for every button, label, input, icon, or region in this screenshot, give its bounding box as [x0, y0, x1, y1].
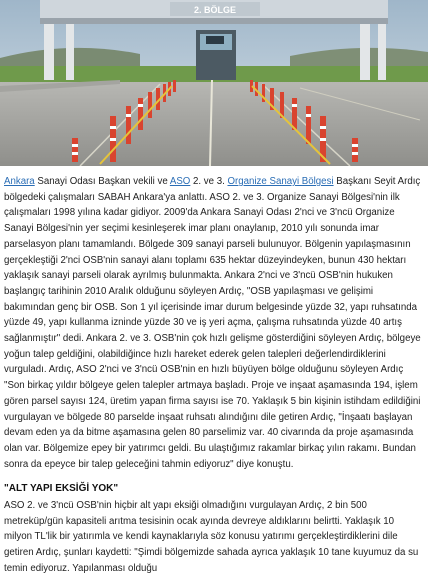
article-paragraph-1 [4, 174, 424, 472]
text-segment: 2. ve 3. [190, 176, 228, 187]
toll-gate-photo [0, 0, 428, 166]
link-ankara[interactable]: Ankara [4, 176, 35, 187]
gate-sign: 2. BÖLGE [193, 5, 237, 15]
header-photo [0, 0, 428, 166]
text-segment: Başkanı Seyit Ardıç bölgedeki çalışmaları SABAH Ankara'ya anlattı. ASO 2. ve 3. Organize Sanayi Bölgesi'nin ilk çalışmaları 1998 yılına kadar gidiyor. 2009'da Ankara Sanayi Odası 2'nci ve 3'ncü Organize Sanayi Bölgesi'nin yer seçimi kesinleşerek imar planı onaylanıp, 2010 yılı sonunda imar parselasyon planı tamamlandı. Bölgede 309 sanayi parseli bulunuyor. Bölgenin yapılaşmasının gerçekleştiği 2'nci OSB'nin sanayi alanı toplamı 635 hektar düzeyindeyken, bunun 430 hektarı yaklaşık sanayi parseli olarak ayrılmış bulunmakta. Ankara 2'nci ve 3'ncü OSB'nin hukuken başlangıç tarihinin 2010 Aralık olduğunu söyleyen Ardıç, "OSB yapılaşması ve gelişimi bakımından genç bir OSB. Son 1 yıl içerisinde imar durum belgesinde yüzde 32, yapı ruhsatında yüzde 49, yapı kullanma izninde yüzde 30 ve iş yeri açma, çalışma ruhsatında yüzde 40 artış sağlanmıştır" dedi. Ankara 2. ve 3. OSB'nin çok hızlı gelişme gösterdiğini söyleyen Ardıç, bölgeye yoğun talep geldiğini, olabildiğince hızlı hareket ederek gelen talepleri değerlendirdiklerini vurguladı. Ardıç, ASO 2'nci ve 3'ncü OSB'nin en hızlı büyüyen bölge olduğunu söyleyen Ardıç "Son birkaç yıldır bölgeye gelen talepler artmaya başladı. Proje ve inşaat aşamasında 194, işlem gören parsel sayısı 124, üretim yapan firma sayısı ise 70. Yaklaşık 5 bin kişinin istihdam edildiğini vurgulayan ve bölgede 80 parselde inşaat ruhsatı alındığını dile getiren Ardıç, "İnşaatı başlayan devam eden ya da bitme aşamasına gelen 80 parselimiz var. 40 civarında da proje aşamasında olan var. Bölgemize epey bir yatırımcı geldi. Bu ulaştığımız rakamlar birkaç yılın rakamı. Bundan sonra da epeyce bir talep geleceğini tahmin ediyoruz" diye konuştu. [4, 176, 421, 470]
link-aso[interactable]: ASO [169, 176, 191, 187]
text-segment: Sanayi Odası Başkan vekili ve [34, 176, 170, 187]
article-paragraph-2: ASO 2. ve 3'ncü OSB'nin hiçbir alt yapı eksiği olmadığını vurgulayan Ardıç, 2 bin 500 metreküp/gün kapasiteli arıtma tesisinin ocak ayında devreye aldıklarını belirtti. Yaklaşık 10 milyon TL'lik bir yatırımla ve kendi kaynaklarıyla söz konusu yatırımı gerçekleştirdiklerini dile getiren Ardıç, şunları kaydetti: "Şimdi bölgemizde sahada ayrıca yaklaşık 10 tane kuyumuz da su temin ediyoruz. Yapılanması olduğu [4, 500, 419, 574]
section-subheading: "ALT YAPI EKSİĞİ YOK" [4, 483, 119, 495]
article-body [4, 174, 424, 586]
link-organize-sanayi-bolgesi[interactable]: Organize Sanayi Bölgesi [227, 176, 334, 187]
